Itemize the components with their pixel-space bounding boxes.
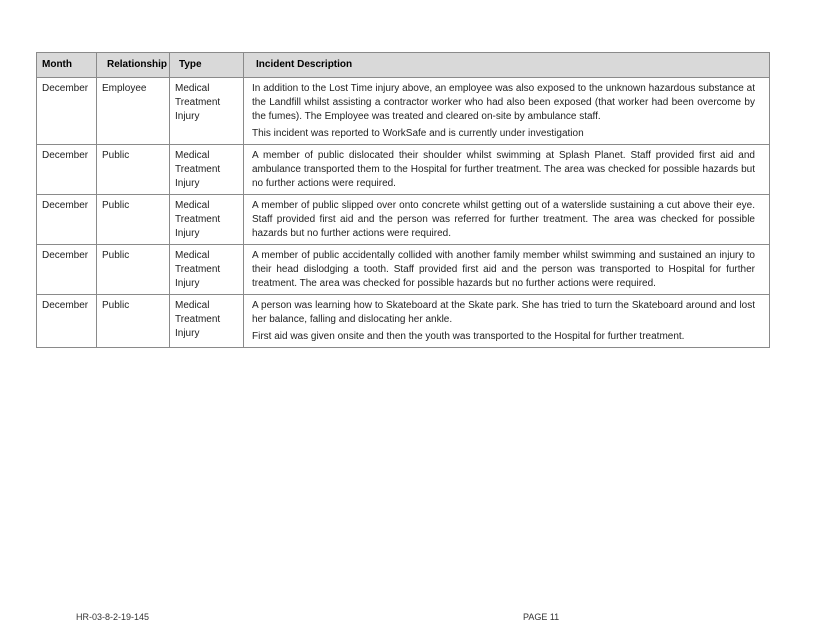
- table-header-row: [37, 53, 770, 78]
- cell-type: Medical Treatment Injury: [170, 145, 244, 195]
- cell-type: Medical Treatment Injury: [170, 195, 244, 245]
- cell-month: December: [37, 245, 97, 295]
- table-row: [37, 195, 770, 245]
- header-type: Type: [170, 53, 244, 78]
- cell-relationship: Public: [97, 245, 170, 295]
- header-month: Month: [37, 53, 97, 78]
- cell-type: Medical Treatment Injury: [170, 295, 244, 348]
- cell-description: [244, 78, 770, 145]
- description-paragraph: A member of public dislocated their shoulder whilst swimming at Splash Planet. Staff provided first aid and ambulance transported them to the Hospital for further treatment. The area was checked for possible hazards but no further actions were required.: [252, 150, 755, 189]
- description-paragraph: First aid was given onsite and then the youth was transported to the Hospital for further treatment.: [252, 331, 685, 342]
- cell-type: Medical Treatment Injury: [170, 78, 244, 145]
- cell-relationship: Public: [97, 195, 170, 245]
- cell-month: December: [37, 78, 97, 145]
- cell-month: December: [37, 295, 97, 348]
- footer-document-id: HR-03-8-2-19-145: [76, 612, 150, 622]
- cell-relationship: Public: [97, 145, 170, 195]
- incident-table: [36, 52, 770, 348]
- header-incident-description: Incident Description: [244, 53, 770, 78]
- table-row: [37, 145, 770, 195]
- cell-description: [244, 195, 770, 245]
- footer-page-number: PAGE 11: [523, 612, 560, 622]
- description-paragraph: A member of public slipped over onto concrete whilst getting out of a waterslide sustaining a cut above their eye. Staff provided first aid and the person was referred for further treatment. The area was checked for possible hazards but no further actions were required.: [252, 200, 755, 239]
- table-row: [37, 78, 770, 145]
- description-paragraph: A person was learning how to Skateboard at the Skate park. She has tried to turn the Skateboard around and lost her balance, falling and dislocating her ankle.: [252, 300, 755, 325]
- table-row: [37, 295, 770, 348]
- cell-type: Medical Treatment Injury: [170, 245, 244, 295]
- cell-description: [244, 245, 770, 295]
- description-paragraph: A member of public accidentally collided with another family member whilst swimming and sustained an injury to their head dislodging a tooth. Staff provided first aid and the person was transported to Hospital for further treatment. The area was checked for possible hazards but no further actions were required.: [252, 250, 755, 289]
- header-relationship: Relationship: [97, 53, 170, 78]
- table-row: [37, 245, 770, 295]
- cell-relationship: Public: [97, 295, 170, 348]
- cell-description: [244, 295, 770, 348]
- description-paragraph: In addition to the Lost Time injury above, an employee was also exposed to the unknown hazardous substance at the Landfill whilst assisting a contractor worker who had also been exposed (that worker had been overcome by the fumes). The Employee was treated and cleared on-site by ambulance staff.: [252, 83, 755, 122]
- cell-relationship: Employee: [97, 78, 170, 145]
- cell-month: December: [37, 145, 97, 195]
- cell-month: December: [37, 195, 97, 245]
- description-paragraph: This incident was reported to WorkSafe and is currently under investigation: [252, 128, 584, 139]
- cell-description: [244, 145, 770, 195]
